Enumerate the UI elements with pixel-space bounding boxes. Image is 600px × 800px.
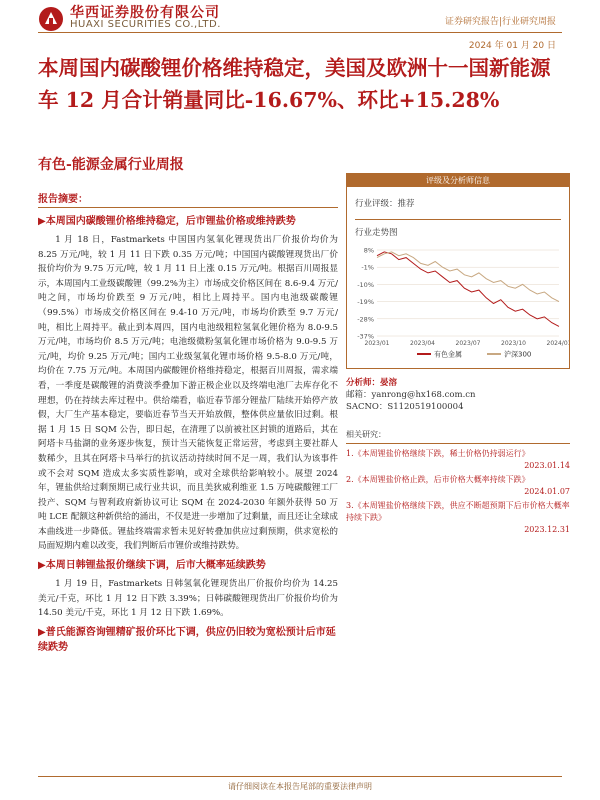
y-tick-label: -1% — [361, 263, 374, 272]
report-subtitle: 有色-能源金属行业周报 — [38, 157, 184, 173]
x-tick-label: 2023/04 — [410, 340, 435, 347]
related-heading: 相关研究： — [346, 429, 570, 444]
trend-title: 行业走势图 — [355, 228, 398, 238]
analyst-label: 分析师： — [346, 378, 381, 388]
y-tick-label: 8% — [363, 246, 374, 255]
report-title: 本周国内碳酸锂价格维持稳定，美国及欧洲十一国新能源车 12 月合计销量同比-16.67%、环比+15.28% — [38, 56, 551, 112]
y-tick-label: -37% — [357, 332, 374, 341]
section-heading: ▶本周国内碳酸锂价格维持稳定，后市锂盐价格或维持跌势 — [38, 216, 296, 227]
industry-rating: 行业评级：推荐 — [355, 199, 415, 209]
huaxi-logo-icon — [38, 6, 64, 32]
rating-box-header: 评级及分析师信息 — [347, 174, 569, 187]
abstract-heading: 报告摘要： — [38, 190, 338, 208]
related-report-date: 2024.01.07 — [524, 487, 570, 496]
related-research — [346, 429, 570, 536]
x-tick-label: 2023/01 — [364, 340, 390, 347]
sidebar — [346, 173, 570, 538]
industry-trend-chart — [347, 244, 569, 364]
analyst-info — [346, 377, 570, 413]
related-report-date: 2023.01.14 — [524, 461, 570, 470]
analyst-name: 晏溶 — [380, 378, 398, 388]
abstract-column — [38, 190, 338, 659]
series-line-1 — [377, 252, 559, 302]
related-report-link[interactable]: 2.《本周锂盐价格止跌，后市价格大概率持续下跌》 — [346, 475, 530, 484]
analyst-email[interactable]: 邮箱：yanrong@hx168.com.cn — [346, 390, 476, 400]
section-heading: ▶本周日韩锂盐报价继续下调，后市大概率延续跌势 — [38, 560, 266, 572]
section-heading: ▶普氏能源咨询锂精矿报价环比下调，供应仍旧较为宽松预计后市延续跌势 — [38, 626, 336, 653]
related-report-link[interactable]: 3.《本周锂盐价格继续下跌，供应不断超预期下后市价格大概率持续下跌》 — [346, 501, 570, 522]
legend-label: 沪深300 — [504, 350, 532, 359]
related-report-date: 2023.12.31 — [524, 525, 570, 534]
y-tick-label: -19% — [357, 298, 374, 307]
header-rule — [38, 32, 562, 33]
section-paragraph: 1 月 18 日，Fastmarkets 中国国内氢氧化锂现货出厂价报价均价为 8.25 万元/吨，较 1 月 11 日下跌 0.35 万元/吨；中国国内碳酸锂现货出厂价报价均价为 9.75 万元/吨，较 1 月 11 日上涨 0.15 万元/吨。根据百川周报显示，本周国内工业级碳酸锂（99.2%为主）市场成交价格区间在 8.6-9.4 万元/吨之间，市场均价跌至 9 万元/吨，相比上周持平。国内电池级碳酸锂（99.5%）市场成交价格区间在 9.4-10 万元/吨，市场均价跌至 9.7 万元/吨，相比上周持平。截止到本周四，国内电池级粗粒氢氧化锂价格为 8.0-9.5 万元/吨，市场均价 8.5 万元/吨；电池级微粉氢氧化锂市场价格为 9.0-9.5 万元/吨，均价 9.25 万元/吨；国内工业级氢氧化锂市场价格 9.5-8.0 万元/吨，均价在 7.75 万元/吨。本周国内碳酸锂价格维持稳定，根据百川周报，需求端看，一季度是碳酸锂的消费淡季叠加下游正极企业以及终端电池厂去库存化不理想，仍在持续去库过程中。供给端看，临近春节部分锂盐厂陆续开始停产放假，大厂生产基本稳定，要临近春节当天开始放假，整体供应量依旧过剩。根据 1 月 15 日 SQM 公告，即日起，在清理了以前被社区封锁的道路后，其在阿塔卡马盐湖的业务逐步恢复，预计当天能恢复正常运营，考虑到主要社群人数稀少，且其在阿塔卡马举行的抗议活动持续时间不足一周，我们认为该事件或不会对 SQM 造成太多实质性影响，或对全球供给影响较小。展望 2024 年，锂盐供给过剩预期已成行业共识，而且美狄威利维亚 1.5 万吨碳酸锂工厂投产、SQM 与智利政府新协议可让 SQM 在 2024-2030 年额外获得 50 万吨 LCE 配额这种新供给的涌出，不仅是进一步增加了过剩量，而且还让全球成本曲线进一步降低。锂盐终端需求暂未见好转叠加供应过剩预期，供求宽松的局面短期内难以改变，我们判断后市锂价或维持跌势。 — [38, 235, 338, 552]
series-line-0 — [377, 252, 559, 327]
report-tags: 证券研究报告|行业研究周报 — [444, 17, 556, 27]
section-paragraph: 1 月 19 日，Fastmarkets 日韩氢氧化锂现货出厂价报价均价为 14.25 美元/千克，环比 1 月 12 日下跌 3.39%；日韩碳酸锂现货出厂价报价均价为 14.50 美元/千克，环比 1 月 12 日下跌 1.69%。 — [38, 579, 338, 619]
legend-label: 有色金属 — [434, 350, 462, 359]
y-tick-label: -28% — [357, 315, 374, 324]
report-date: 2024 年 01 月 20 日 — [468, 41, 556, 51]
abstract-sections — [38, 214, 338, 655]
related-report-link[interactable]: 1.《本周锂盐价格继续下跌，稀土价格仍持弱运行》 — [346, 449, 530, 458]
related-list — [346, 448, 570, 536]
company-name-en: HUAXI SECURITIES CO.,LTD. — [70, 19, 221, 30]
x-tick-label: 2024/01 — [546, 340, 569, 347]
x-tick-label: 2023/10 — [501, 340, 526, 347]
company-name-cn: 华西证券股份有限公司 — [70, 5, 220, 21]
header — [0, 0, 600, 36]
footer-disclaimer: 请仔细阅读在本报告尾部的重要法律声明 — [38, 776, 562, 792]
rating-box — [346, 173, 570, 369]
x-tick-label: 2023/07 — [455, 340, 481, 347]
y-tick-label: -10% — [357, 280, 374, 289]
analyst-sac: SACNO：S1120519100004 — [346, 402, 464, 412]
